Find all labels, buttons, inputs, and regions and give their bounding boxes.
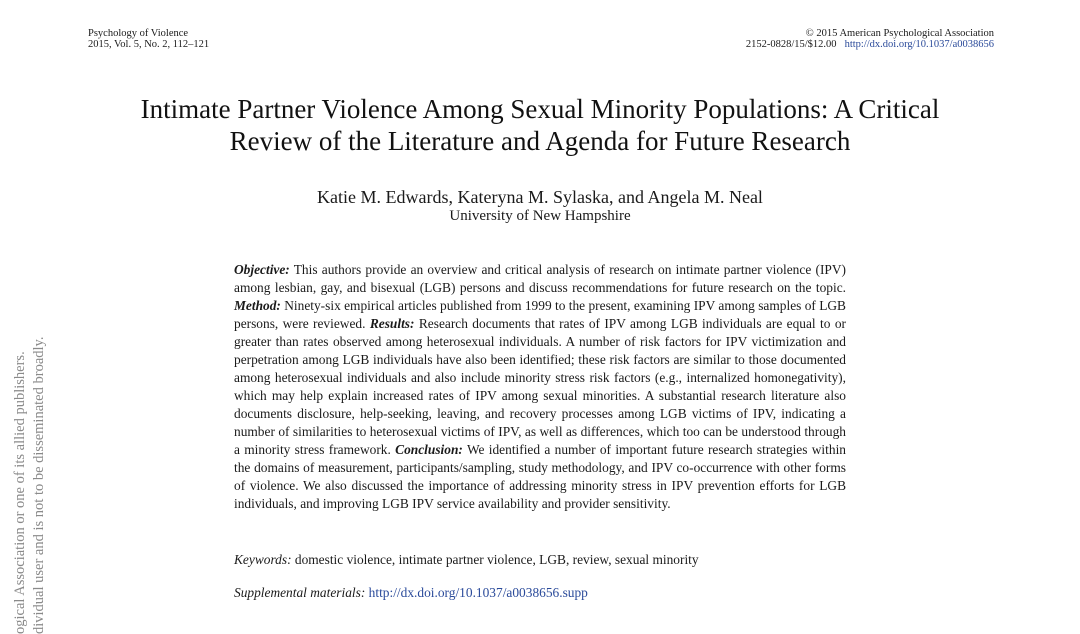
abstract (234, 261, 846, 513)
results-text: Research documents that rates of IPV among LGB individuals are equal to or greater than rates observed among heterosexual individuals. A number of risk factors for IPV victimization and perpetration among LGB individuals have also been identified; these risk factors are similar to those documented among heterosexual individuals and also include minority stress risk factors (e.g., internalized homonegativity), which may help explain increased rates of IPV among sexual minorities. A substantial research literature also documents disclosure, help-seeking, leaving, and recovery processes among LGB victims of IPV, indicating a number of similarities to heterosexual victims of IPV, as well as differences, which too can be understood through a minority stress framework. (234, 316, 846, 457)
side-notice-line-2: dividual user and is not to be disseminated broadly. (31, 336, 47, 634)
conclusion-label: Conclusion: (395, 442, 463, 457)
title-line-2: Review of the Literature and Agenda for Future Research (229, 126, 851, 156)
objective-label: Objective: (234, 262, 290, 277)
article-title (40, 93, 1040, 157)
keywords-label: Keywords: (234, 552, 292, 567)
affiliation: University of New Hampshire (449, 208, 631, 224)
supplemental-materials (234, 584, 854, 602)
results-label: Results: (369, 316, 415, 331)
keywords-text: domestic violence, intimate partner violence, LGB, review, sexual minority (291, 552, 699, 567)
copyright-text: © 2015 American Psychological Association (805, 28, 994, 39)
journal-header (88, 28, 209, 50)
issn-doi-line (746, 39, 994, 50)
supplemental-link[interactable]: http://dx.doi.org/10.1037/a0038656.supp (368, 585, 588, 600)
keywords (234, 551, 854, 569)
method-label: Method: (234, 298, 281, 313)
title-line-1: Intimate Partner Violence Among Sexual Minority Populations: A Critical (140, 94, 940, 124)
author-list: Katie M. Edwards, Kateryna M. Sylaska, and Angela M. Neal (317, 187, 763, 207)
copyright-header (746, 28, 994, 50)
doi-link[interactable]: http://dx.doi.org/10.1037/a0038656 (844, 39, 994, 50)
supplemental-label: Supplemental materials: (234, 585, 366, 600)
issn-price: 2152-0828/15/$12.00 (745, 39, 837, 50)
journal-citation: 2015, Vol. 5, No. 2, 112–121 (88, 39, 210, 50)
side-notice-line-1: ogical Association or one of its allied publishers. (12, 351, 28, 634)
method-text: Ninety-six empirical articles published from 1999 to the present, examining IPV among samples of LGB persons, were reviewed. (234, 298, 846, 331)
journal-name: Psychology of Violence (88, 28, 189, 39)
objective-text: This authors provide an overview and critical analysis of research on intimate partner violence (IPV) among lesbian, gay, and bisexual (LGB) persons and discuss recommendations for future research on the topic. (234, 262, 846, 295)
conclusion-text: We identified a number of important future research strategies within the domains of measurement, participants/sampling, study methodology, and IPV co-occurrence with other forms of violence. We also discussed the importance of addressing minority stress in IPV prevention efforts for LGB individuals, and improving LGB IPV service availability and provider sensitivity. (234, 442, 846, 511)
